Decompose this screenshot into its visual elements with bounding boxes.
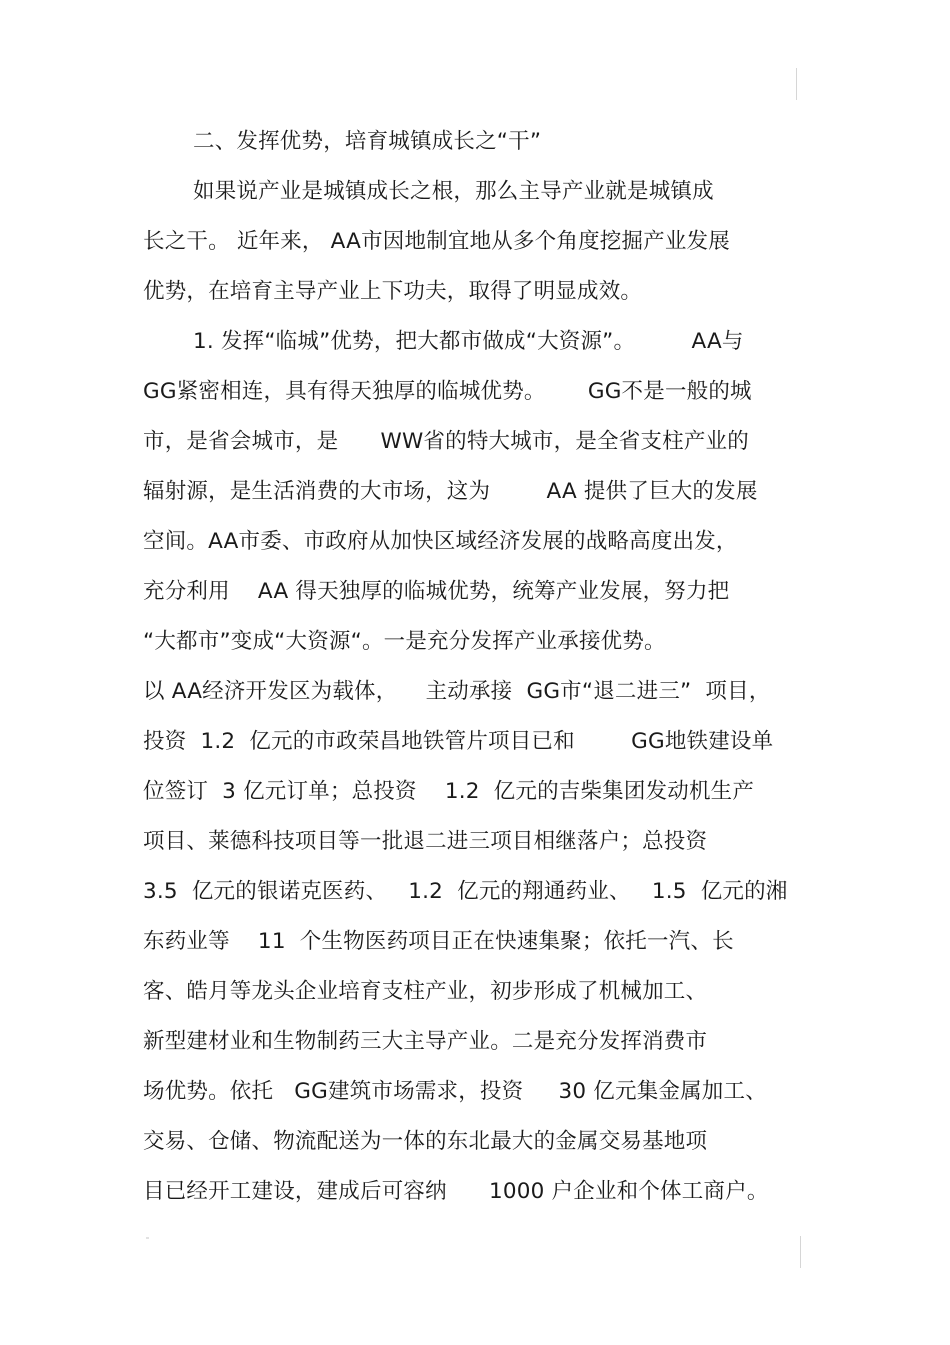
paragraph-line: 如果说产业是城镇成长之根，那么主导产业就是城镇成 <box>193 179 714 204</box>
paragraph-line: 1. 发挥“临城”优势，把大都市做成“大资源”。 AA与 <box>193 329 744 354</box>
paragraph-line: 优势，在培育主导产业上下功夫，取得了明显成效。 <box>143 279 643 304</box>
section-heading: 二、发挥优势，培育城镇成长之“干” <box>193 129 542 154</box>
paragraph-line: 目已经开工建设，建成后可容纳 1000 户企业和个体工商户。 <box>143 1179 769 1204</box>
paragraph-line: 客、皓月等龙头企业培育支柱产业，初步形成了机械加工、 <box>143 979 708 1004</box>
paragraph-line: 投资 1.2 亿元的市政荣昌地铁管片项目已和 GG地铁建设单 <box>143 729 774 754</box>
paragraph-line: 新型建材业和生物制药三大主导产业。二是充分发挥消费市 <box>143 1029 708 1054</box>
paragraph-line: “大都市”变成“大资源“。一是充分发挥产业承接优势。 <box>143 629 666 654</box>
paragraph-line: 3.5 亿元的银诺克医药、 1.2 亿元的翔通药业、 1.5 亿元的湘 <box>143 879 788 904</box>
page-corner-mark-bottom-right <box>800 1236 801 1268</box>
paragraph-line: 空间。AA市委、市政府从加快区域经济发展的战略高度出发， <box>143 529 738 554</box>
paragraph-line: 交易、仓储、物流配送为一体的东北最大的金属交易基地项 <box>143 1129 708 1154</box>
paragraph-line: 场优势。依托 GG建筑市场需求，投资 30 亿元集金属加工、 <box>143 1079 767 1104</box>
paragraph-line: 充分利用 AA 得天独厚的临城优势，统筹产业发展，努力把 <box>143 579 730 604</box>
page-corner-mark-top-right <box>796 68 797 100</box>
paragraph-line: 项目、莱德科技项目等一批退二进三项目相继落户；总投资 <box>143 829 708 854</box>
paragraph-line: 东药业等 11 个生物医药项目正在快速集聚；依托一汽、长 <box>143 929 734 954</box>
paragraph-line: 以 AA经济开发区为载体， 主动承接 GG市“退二进三” 项目， <box>143 679 771 704</box>
paragraph-line: 辐射源，是生活消费的大市场，这为 AA 提供了巨大的发展 <box>143 479 758 504</box>
paragraph-line: 位签订 3 亿元订单；总投资 1.2 亿元的吉柴集团发动机生产 <box>143 779 755 804</box>
paragraph-line: GG紧密相连，具有得天独厚的临城优势。 GG不是一般的城 <box>143 379 752 404</box>
paragraph-line: 长之干。 近年来， AA市因地制宜地从多个角度挖掘产业发展 <box>143 229 730 254</box>
page-corner-mark-bottom-left <box>146 1237 149 1239</box>
paragraph-line: 市，是省会城市，是 WW省的特大城市，是全省支柱产业的 <box>143 429 749 454</box>
